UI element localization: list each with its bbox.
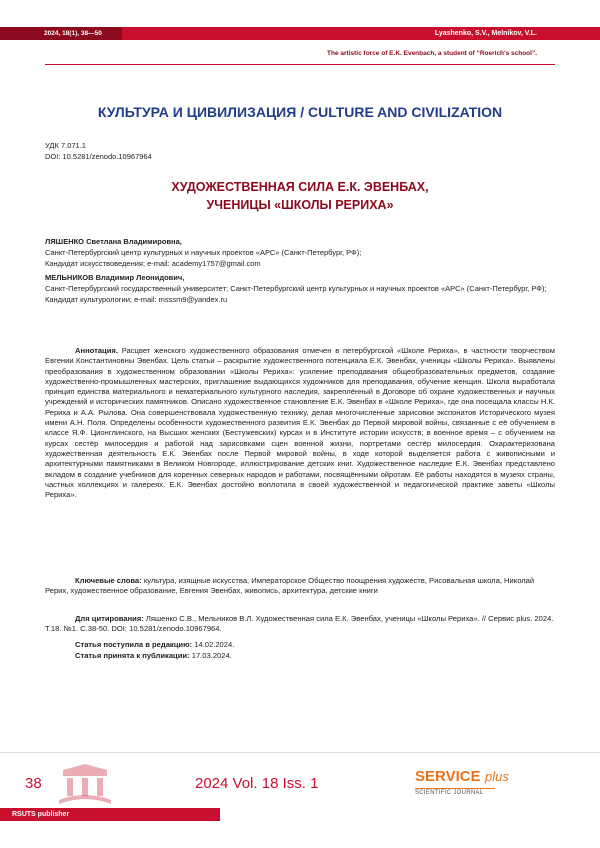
journal-name: SERVICE [415,768,481,785]
publisher-name: RSUTS publisher [12,811,70,818]
journal-plus: plus [485,769,509,784]
abstract [45,346,555,500]
running-title: The artistic force of E.K. Evenbach, a student of “Roerich's school”. [327,50,537,57]
received-label: Статья поступила в редакцию: [75,640,193,649]
footer-rule [0,752,600,753]
keywords-text: культура, изящные искусства, Императорское Общество поощрения художеств, Рисовальная школа, Николай Рерих, художественное образование, Евгения Эвенбах, живопись, архитектура, детские книги [45,576,535,596]
author2-affiliation: Санкт-Петербургский государственный университет; Санкт-Петербургский центр культурных и научных проектов «АРС» (Санкт-Петербург, РФ); [45,284,547,293]
article-dates [75,640,234,662]
article-title-line1: ХУДОЖЕСТВЕННАЯ СИЛА Е.К. ЭВЕНБАХ, [171,180,429,194]
footer-volume: 2024 Vol. 18 Iss. 1 [195,775,319,792]
section-title: КУЛЬТУРА И ЦИВИЛИЗАЦИЯ / CULTURE AND CIVILIZATION [97,104,503,120]
author1-block: ЛЯШЕНКО Светлана Владимировна, Санкт-Петербургский центр культурных и научных проектов «АРС» (Санкт-Петербург, РФ); Кандидат искусствоведения; e-mail: academy1757@gmail.com [45,236,555,269]
abstract-text: Расцвет женского художественного образования отмечен в петербургской «Школе Рериха», в частности творчеством Евгении Константиновны Эвенбах. Цель статьи – раскрытие художественного потенциала Е.К. Эвенбах, ученицы «Школы Рериха». Выявлены преобразования в художественном образовании «Школы Рериха»: усиление преподавания общеобразовательных предметов, создание художественно-промышленных мастерских, приглашение выдающихся художников для преподавания, обучение женщин. Школа выработала принцип единства материального и нематериального культурного наследия, закреплённый в Договоре об охране художественных и научных учреждений и исторических памятников. Описано художественное становление Е.К. Эвенбах в «Школе Рериха», где она посещала классы Н.К. Рериха и А.А. Рылова. Она совершенствовала художественную технику, делая многочисленные зарисовки экспонатов Исторического музея имени А.Н. Поля. Определены особенности художественного развития Е.К. Эвенбах до Первой мировой войны, связанные с её обучением в классе Я.Ф. Ционглинского, на Высших женских (Бестужевских) курсах и в Институте истории искусств; в военное время – с обучением на курсах сестёр милосердия и работой над зарисовками сцен военной жизни, портретами сестёр милосердия. Охарактеризована художественная деятельность Е.К. Эвенбах после Первой мировой войны, в ходе которой выделяется работа с живописными и архитектурными памятниками в Великом Новгороде, иллюстрирование детских книг. Художественное наследие Е.К. Эвенбах представлено вкладом в создание учебников для коренных северных народов и работами, посвящёнными ойротам. Её работы находятся в музеях страны, частных коллекциях и галереях. Е.К. Эвенбах достойно воплотила в своей художественной и педагогической практике заветы «Школы Рериха». [45,346,555,500]
abstract-label: Аннотация. [75,346,118,355]
citation [45,614,555,635]
publisher-bar [0,808,220,821]
rsuts-logo [55,760,115,806]
citation-text: Ляшенко С.В., Мельников В.Л. Художественная сила Е.К. Эвенбах, ученицы «Школы Рериха». // Сервис plus. 2024. Т.18. №1. С.38-50. DOI: 10.5281/zenodo.10967964. [45,614,554,634]
udk: УДК 7.071.1 [45,141,86,150]
journal-logo [415,768,509,786]
doi: DOI: 10.5281/zenodo.10967964 [45,152,152,161]
header-authors: Lyashenko, S.V., Melnikov, V.L. [434,30,537,37]
keywords-label: Ключевые слова: [75,576,142,585]
author1-degree: Кандидат искусствоведения; e-mail: academy1757@gmail.com [45,259,261,268]
author2-degree: Кандидат культурологии; e-mail: msssm9@yandex.ru [45,295,228,304]
header-bar [0,27,600,40]
header-issue: 2024, 18(1), 38—50 [0,27,122,40]
author2-block: МЕЛЬНИКОВ Владимир Леонидович, Санкт-Петербургский государственный университет; Санкт-Петербургский центр культурных и научных проектов «АРС» (Санкт-Петербург, РФ); Кандидат культурологии; e-mail: msssm9@yandex.ru [45,272,555,305]
author2-name: МЕЛЬНИКОВ Владимир Леонидович [45,273,183,282]
author1-name: ЛЯШЕНКО Светлана Владимировна [45,237,180,246]
accepted-label: Статья принята к публикации: [75,650,190,660]
header-rule [45,64,555,65]
received-date: 14.02.2024. [194,640,235,649]
journal-logo-line [415,788,495,789]
journal-subtitle: SCIENTIFIC JOURNAL [415,790,484,796]
page-number: 38 [25,775,42,792]
article-title-line2: УЧЕНИЦЫ «ШКОЛЫ РЕРИХА» [206,198,394,212]
citation-label: Для цитирования: [75,614,144,623]
keywords [45,576,555,597]
author1-affiliation: Санкт-Петербургский центр культурных и научных проектов «АРС» (Санкт-Петербург, РФ); [45,248,362,257]
accepted-date: 17.03.2024. [191,650,232,660]
